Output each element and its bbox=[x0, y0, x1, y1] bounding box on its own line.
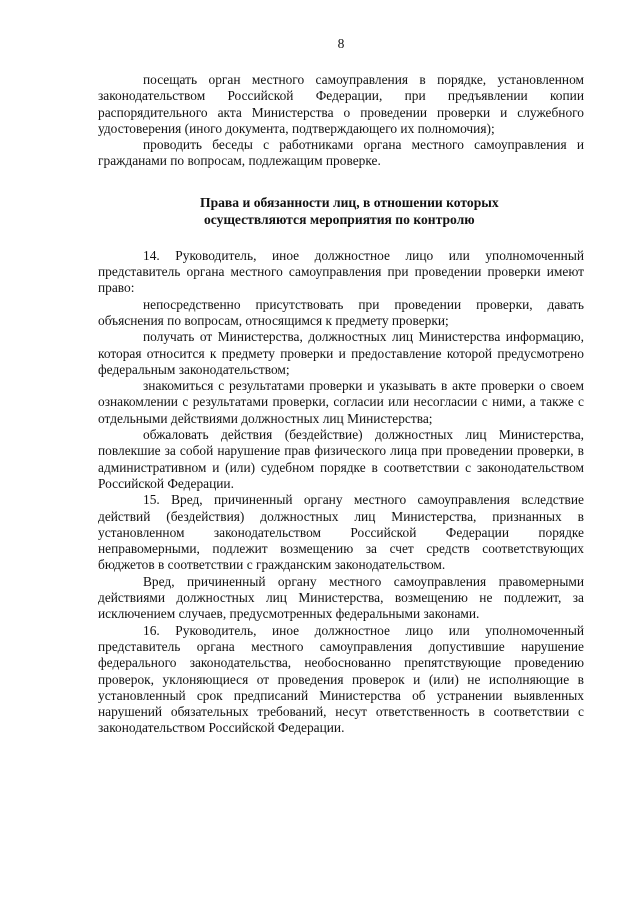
paragraph-15: 15. Вред, причиненный органу местного самоуправления вследствие действий (бездействия) должностных лиц Министерства, признанных в установленном законодательством Российской Федерации порядке неправомерными, подлежит возмещению за счет средств соответствующих бюджетов в соответствии с гражданским законодательством. bbox=[98, 492, 584, 573]
paragraph-right-receive-info: получать от Министерства, должностных лиц Министерства информацию, которая относится к предмету проверки и предоставление которой предусмотрено федеральным законодательством; bbox=[98, 329, 584, 377]
paragraph-16: 16. Руководитель, иное должностное лицо или уполномоченный представитель органа местного самоуправления допустившие нарушение федерального законодательства, необоснованно препятствующие проведению проверок, уклоняющиеся от проведения проверок и (или) не исполняющие в установленный срок предписаний Министерства об устранении выявленных нарушений обязательных требований, несут ответственность в соответствии с законодательством Российской Федерации. bbox=[98, 622, 584, 736]
page-number: 8 bbox=[337, 36, 345, 51]
paragraph-lawful-damage: Вред, причиненный органу местного самоуправления правомерными действиями должностных лиц Министерства, возмещению не подлежит, за исключением случаев, предусмотренных федеральными законами. bbox=[98, 573, 584, 622]
paragraph-right-review-results: знакомиться с результатами проверки и указывать в акте проверки о своем ознакомлении с результатами проверки, согласии или несогласии с ними, а также с отдельными действиями должностных лиц Министерства; bbox=[98, 378, 584, 426]
paragraph-visit-body: посещать орган местного самоуправления в порядке, установленном законодательством Российской Федерации, при предъявлении копии распорядительного акта Министерства о проведении проверки и служебного удостоверения (иного документа, подтверждающего их полномочия); bbox=[98, 72, 584, 136]
paragraph-right-attend: непосредственно присутствовать при проведении проверки, давать объяснения по вопросам, относящимся к предмету проверки; bbox=[98, 296, 584, 328]
paragraph-right-appeal: обжаловать действия (бездействие) должностных лиц Министерства, повлекшие за собой нарушение прав физического лица при проведении проверки, в административном и (или) судебном порядке в соответствии с законодательством Российской Федерации. bbox=[98, 427, 584, 491]
section-heading-line-2: осуществляются мероприятия по контролю bbox=[204, 211, 475, 227]
section-heading bbox=[98, 194, 584, 228]
paragraph-14: 14. Руководитель, иное должностное лицо или уполномоченный представитель органа местного самоуправления при проведении проверки имеют право: bbox=[98, 247, 584, 296]
paragraph-conversations: проводить беседы с работниками органа местного самоуправления и гражданами по вопросам, подлежащим проверке. bbox=[98, 137, 584, 169]
section-heading-line-1: Права и обязанности лиц, в отношении которых bbox=[200, 194, 499, 210]
